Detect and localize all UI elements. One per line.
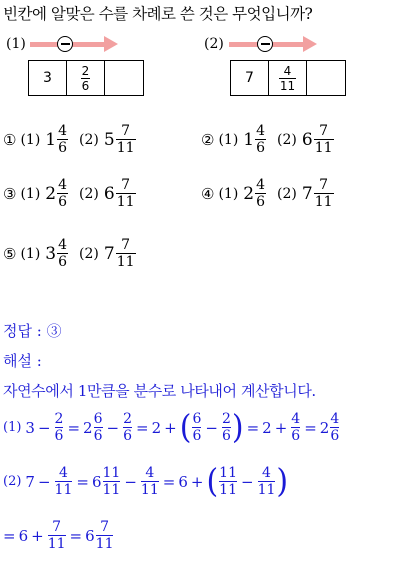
- fraction-numerator: 4: [262, 465, 271, 481]
- fraction-numerator: 6: [192, 411, 202, 427]
- fraction-denominator: 11: [314, 194, 333, 210]
- fraction-numerator: 7: [121, 237, 131, 253]
- minus-circle-icon: [257, 36, 273, 52]
- problem2-cell-fraction: [269, 61, 307, 95]
- fraction-denominator: 11: [116, 140, 135, 156]
- problem2-cell-whole: 7: [231, 61, 269, 95]
- fraction-denominator: 6: [58, 194, 68, 210]
- problem2-cell-blank[interactable]: [307, 61, 345, 95]
- problem1-label: (1): [6, 36, 26, 52]
- equals-sign: =: [162, 472, 176, 491]
- fraction-numerator: 7: [121, 177, 131, 193]
- problem1-cell-fraction: [67, 61, 105, 95]
- fraction-denominator: 6: [330, 428, 340, 444]
- choice-mark: ④: [201, 184, 215, 203]
- fraction-numerator: 7: [319, 123, 329, 139]
- fraction-numerator: 7: [52, 519, 62, 535]
- fraction-denominator: 11: [102, 482, 121, 498]
- fraction-numerator: 4: [59, 465, 68, 481]
- fraction-numerator: 2: [221, 411, 231, 427]
- question-text: 빈칸에 알맞은 수를 차례로 쓴 것은 무엇입니까?: [3, 5, 313, 23]
- choice-mark: ⑤: [3, 244, 17, 263]
- minus-sign: −: [240, 472, 254, 491]
- right-paren: ): [231, 407, 244, 447]
- fraction-denominator: 11: [279, 78, 296, 93]
- work-number: 3: [25, 418, 35, 437]
- mixed-whole: 2: [319, 418, 330, 437]
- work-number: 6: [18, 526, 29, 545]
- choice-1[interactable]: [3, 124, 137, 155]
- work-number: 7: [25, 472, 35, 491]
- fraction-denominator: 6: [81, 78, 90, 93]
- minus-sign: −: [37, 418, 51, 437]
- mixed-whole: 2: [83, 418, 93, 437]
- explanation-title: 해설 :: [3, 352, 42, 370]
- work-number: 6: [178, 472, 188, 491]
- left-paren: (: [179, 407, 192, 447]
- choice-part-label: (1): [218, 185, 239, 202]
- choice-part-label: (2): [79, 131, 99, 148]
- answer-text: 정답 : ③: [3, 322, 62, 340]
- mixed-whole: 1: [243, 129, 255, 150]
- choice-part-label: (1): [20, 185, 41, 202]
- equals-sign: =: [69, 526, 83, 545]
- choice-part-label: (2): [79, 185, 99, 202]
- equals-sign: =: [246, 418, 260, 437]
- problem2-boxes: [230, 60, 346, 96]
- mixed-whole: 2: [45, 183, 57, 204]
- choice-part-label: (2): [79, 245, 99, 262]
- fraction-denominator: 6: [58, 254, 68, 270]
- fraction-numerator: 11: [219, 465, 237, 481]
- fraction-numerator: 4: [330, 411, 340, 427]
- plus-sign: +: [31, 526, 44, 545]
- fraction-numerator: 4: [283, 63, 292, 78]
- fraction-denominator: 6: [93, 428, 103, 444]
- right-paren: ): [276, 461, 289, 501]
- fraction-numerator: 11: [102, 465, 121, 481]
- fraction-denominator: 6: [256, 140, 266, 156]
- fraction-denominator: 11: [314, 140, 333, 156]
- fraction-denominator: 11: [116, 254, 135, 270]
- equals-sign: =: [304, 418, 317, 437]
- mixed-whole: 7: [103, 243, 115, 264]
- fraction-denominator: 11: [257, 482, 276, 498]
- equals-sign: =: [3, 526, 16, 545]
- work-line-2: [3, 461, 289, 501]
- problem1-cell-blank[interactable]: [105, 61, 143, 95]
- fraction-numerator: 7: [100, 519, 110, 535]
- fraction-numerator: 4: [58, 177, 68, 193]
- work-label: (1): [3, 420, 22, 435]
- fraction-numerator: 4: [291, 411, 301, 427]
- problem1-arrow-head-icon: [104, 36, 118, 52]
- minus-circle-icon: [57, 36, 73, 52]
- minus-sign: −: [124, 472, 137, 491]
- fraction-denominator: 6: [123, 428, 133, 444]
- fraction-denominator: 11: [140, 482, 159, 498]
- equals-sign: =: [136, 418, 149, 437]
- mixed-whole: 2: [243, 183, 255, 204]
- choice-part-label: (1): [218, 131, 239, 148]
- fraction-denominator: 6: [192, 428, 202, 444]
- fraction-denominator: 6: [291, 428, 301, 444]
- work-number: 2: [151, 418, 162, 437]
- explanation-text: 자연수에서 1만큼을 분수로 나타내어 계산합니다.: [3, 382, 316, 400]
- choice-mark: ③: [3, 184, 17, 203]
- problem1-cell-whole: 3: [29, 61, 67, 95]
- choice-part-label: (1): [20, 131, 41, 148]
- mixed-whole: 6: [85, 526, 95, 545]
- equals-sign: =: [67, 418, 81, 437]
- fraction-numerator: 2: [123, 411, 133, 427]
- fraction-numerator: 7: [121, 123, 131, 139]
- choice-5[interactable]: [3, 238, 137, 269]
- fraction-denominator: 6: [221, 428, 231, 444]
- minus-sign: −: [106, 418, 120, 437]
- fraction-numerator: 4: [145, 465, 155, 481]
- fraction-denominator: 11: [54, 482, 73, 498]
- fraction-numerator: 4: [256, 177, 266, 193]
- minus-sign: −: [205, 418, 218, 437]
- plus-sign: +: [164, 418, 177, 437]
- choice-part-label: (2): [277, 131, 297, 148]
- mixed-whole: 3: [45, 243, 57, 264]
- choice-mark: ②: [201, 130, 215, 149]
- fraction-numerator: 6: [93, 411, 103, 427]
- fraction-denominator: 11: [95, 536, 114, 552]
- mixed-whole: 6: [91, 472, 102, 491]
- choice-part-label: (2): [277, 185, 297, 202]
- fraction-denominator: 11: [47, 536, 66, 552]
- mixed-whole: 6: [301, 129, 313, 150]
- problem1-boxes: [28, 60, 144, 96]
- work-label: (2): [3, 474, 22, 489]
- mixed-whole: 6: [103, 183, 115, 204]
- choice-2[interactable]: [201, 124, 335, 155]
- fraction-denominator: 11: [219, 482, 237, 498]
- fraction-numerator: 4: [58, 237, 68, 253]
- work-line-1: [3, 407, 340, 447]
- plus-sign: +: [274, 418, 288, 437]
- mixed-whole: 1: [45, 129, 57, 150]
- fraction-numerator: 4: [58, 123, 68, 139]
- problem2-label: (2): [204, 36, 224, 52]
- choice-4[interactable]: [201, 178, 335, 209]
- fraction-numerator: 2: [54, 411, 64, 427]
- work-line-3: [3, 520, 114, 551]
- mixed-whole: 5: [103, 129, 115, 150]
- problem2-arrow-head-icon: [303, 36, 317, 52]
- choice-3[interactable]: [3, 178, 137, 209]
- equals-sign: =: [76, 472, 89, 491]
- choice-part-label: (1): [20, 245, 41, 262]
- fraction-numerator: 4: [256, 123, 266, 139]
- fraction-numerator: 2: [81, 63, 90, 78]
- fraction-denominator: 6: [58, 140, 68, 156]
- choice-mark: ①: [3, 130, 17, 149]
- fraction-denominator: 6: [256, 194, 266, 210]
- mixed-whole: 7: [301, 183, 313, 204]
- work-number: 2: [262, 418, 272, 437]
- minus-sign: −: [37, 472, 51, 491]
- fraction-denominator: 6: [54, 428, 64, 444]
- plus-sign: +: [190, 472, 204, 491]
- fraction-numerator: 7: [319, 177, 329, 193]
- fraction-denominator: 11: [116, 194, 135, 210]
- left-paren: (: [206, 461, 219, 501]
